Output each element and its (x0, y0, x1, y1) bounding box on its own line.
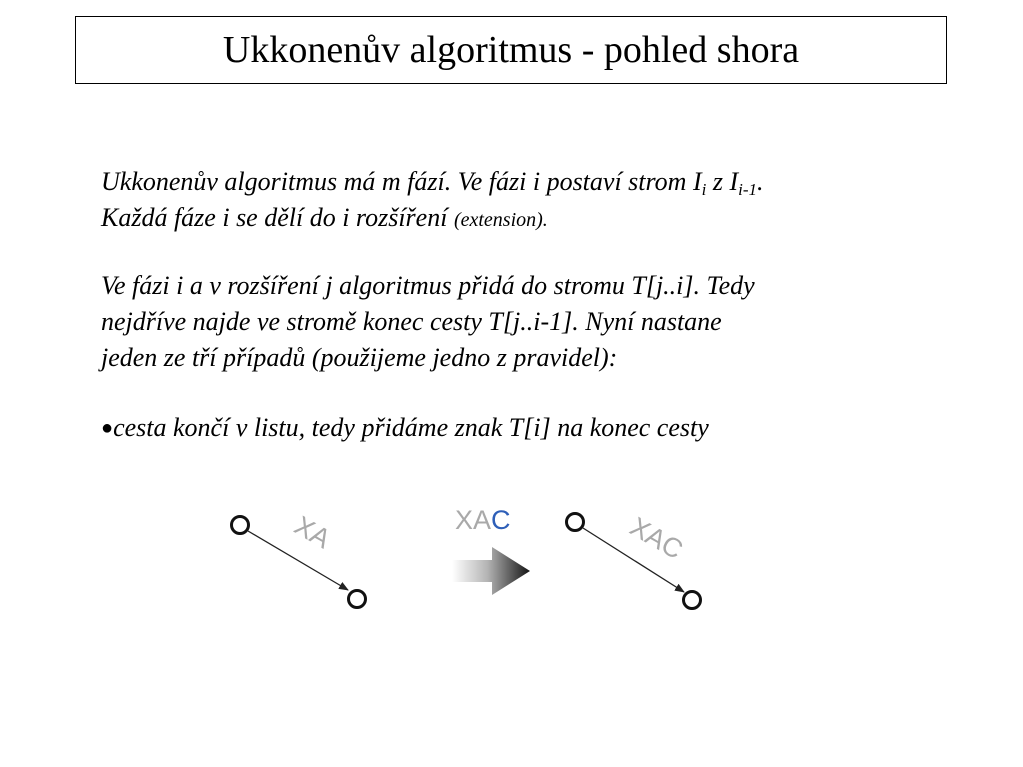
bullet-dot-icon: ● (101, 417, 114, 439)
transition-arrow-icon (452, 547, 530, 595)
left-edge-label: XA (289, 510, 336, 555)
phases-line2-text: Každá fáze i se dělí do i rozšíření (101, 203, 454, 232)
right-tree (567, 511, 701, 608)
transition (452, 505, 530, 595)
phases-text-a: Ukkonenův algoritmus má m fází. Ve fázi i postaví strom I (101, 167, 702, 196)
left-tree-root-node (232, 517, 249, 534)
phases-extension-note: (extension). (453, 209, 548, 231)
extension-line3: jeden ze tří případů (použijeme jedno z pravidel): (101, 343, 618, 372)
phases-subscript-i-1: i-1 (738, 180, 758, 199)
left-tree (232, 510, 366, 607)
transition-label-highlight: C (491, 505, 511, 535)
slide-title: Ukkonenův algoritmus - pohled shora (222, 29, 800, 71)
right-edge-label: XAC (624, 511, 689, 566)
right-tree-root-node (567, 514, 584, 531)
phases-text-c: . (757, 167, 764, 196)
transition-label-prefix: XA (455, 505, 492, 535)
transition-label (455, 505, 511, 535)
extension-line1: Ve fázi i a v rozšíření j algoritmus přidá do stromu T[j..i]. Tedy (101, 271, 755, 300)
phases-subscript-i: i (701, 180, 707, 199)
extension-line2: nejdříve najde ve stromě konec cesty T[j..i-1]. Nyní nastane (101, 307, 722, 336)
bullet-text: cesta končí v listu, tedy přidáme znak T[i] na konec cesty (113, 413, 709, 442)
right-tree-leaf-node (684, 592, 701, 609)
phases-text-b: z I (706, 167, 739, 196)
left-tree-leaf-node (349, 591, 366, 608)
